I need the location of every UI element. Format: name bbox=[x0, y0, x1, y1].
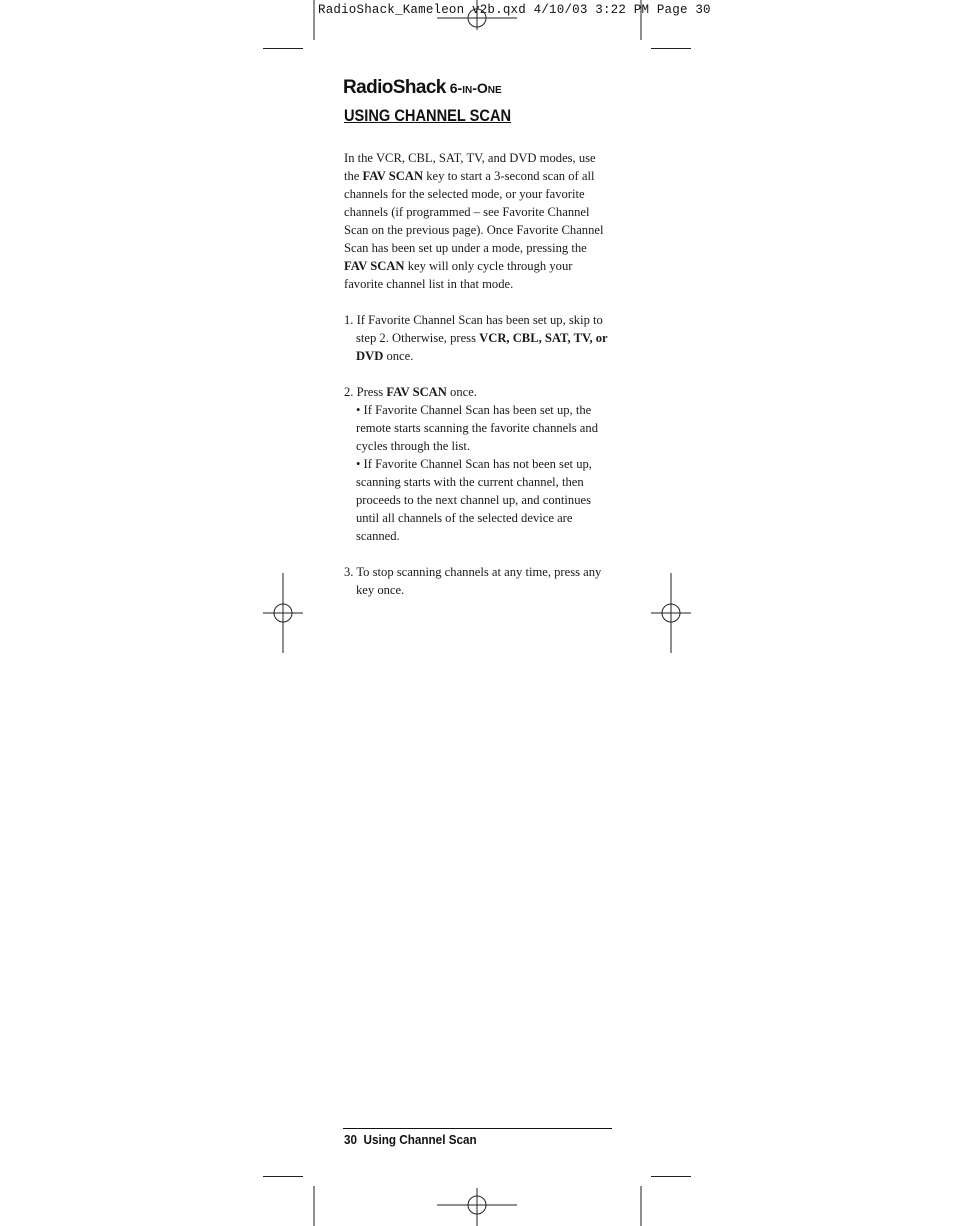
radioshack-logo: RadioShack bbox=[343, 77, 446, 98]
registration-mark bbox=[437, 1188, 517, 1226]
key-name: VCR, CBL, SAT, TV, or DVD bbox=[356, 331, 608, 363]
step-2: 2. Press FAV SCAN once. • If Favorite Channel Scan has been set up, the remote starts scanning the favorite channels and cycles through the list. • If Favorite Channel Scan has not been set up, scanning starts with the current channel, then proceeds to the next channel up, and continues until all channels of the selected device are scanned. bbox=[344, 383, 608, 545]
step-1: 1. If Favorite Channel Scan has been set up, skip to step 2. Otherwise, press VCR, CBL, SAT, TV, or DVD once. bbox=[344, 313, 608, 363]
bullet-item: • If Favorite Channel Scan has been set up, the remote starts scanning the favorite channels and cycles through the list. bbox=[356, 403, 598, 453]
registration-mark bbox=[651, 573, 691, 653]
registration-mark bbox=[263, 573, 303, 653]
brand-header bbox=[343, 77, 502, 99]
page-number: 30 bbox=[344, 1132, 358, 1147]
footer-section-title: Using Channel Scan bbox=[363, 1132, 477, 1147]
page-footer bbox=[344, 1132, 477, 1147]
key-name: FAV SCAN bbox=[362, 169, 424, 183]
body-content bbox=[344, 149, 608, 599]
intro-paragraph: In the VCR, CBL, SAT, TV, and DVD modes, use the FAV SCAN key to start a 3-second scan of all channels for the selected mode, or your favorite channels (if programmed – see Favorite Channel Scan on the previous page). Once Favorite Channel Scan has been set up under a mode, pressing the FAV SCAN key will only cycle through your favorite channel list in that mode. bbox=[344, 151, 604, 291]
registration-mark bbox=[437, 0, 517, 30]
key-name: FAV SCAN bbox=[386, 385, 447, 399]
product-model: 6-in-One bbox=[449, 80, 502, 96]
footer-rule bbox=[343, 1128, 612, 1129]
key-name: FAV SCAN bbox=[344, 259, 405, 273]
step-3: 3. To stop scanning channels at any time, press any key once. bbox=[344, 565, 602, 597]
bullet-item: • If Favorite Channel Scan has not been set up, scanning starts with the current channel, then proceeds to the next channel up, and continues until all channels of the selected device are scanned. bbox=[356, 457, 592, 543]
print-slug-line: RadioShack_Kameleon v2b.qxd 4/10/03 3:22 PM Page 30 bbox=[318, 3, 711, 17]
page-title: USING CHANNEL SCAN bbox=[344, 106, 512, 125]
